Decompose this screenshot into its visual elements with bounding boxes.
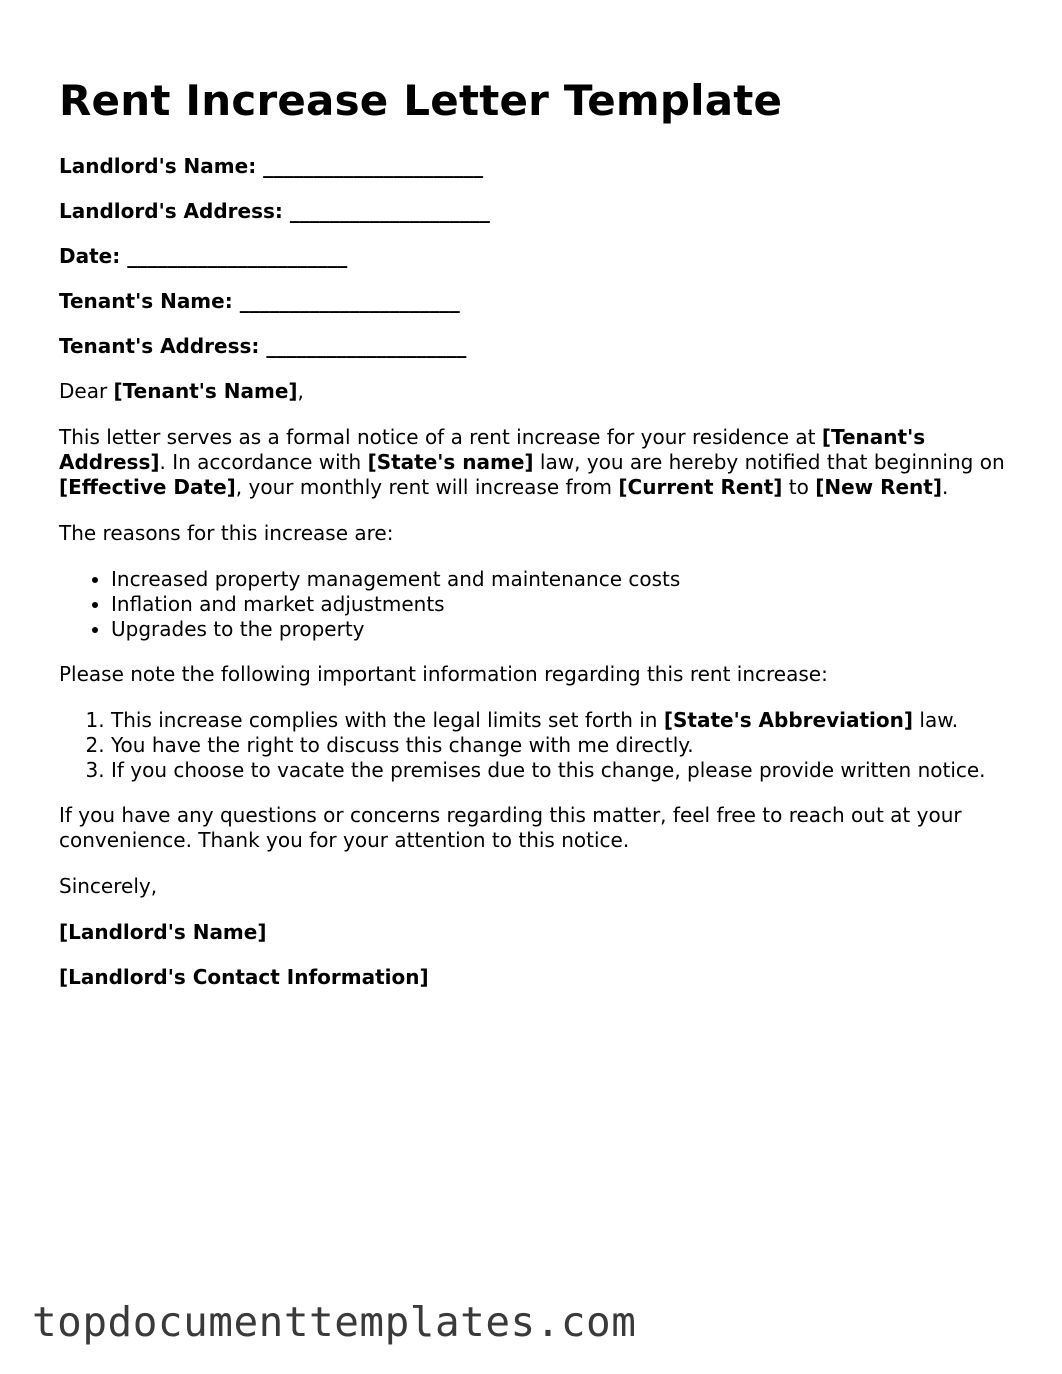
placeholder-state-abbreviation: [State's Abbreviation] <box>663 708 914 732</box>
field-blank: ______________________ <box>127 244 348 268</box>
intro-text: . <box>942 475 949 499</box>
tenant-address-field <box>59 334 1019 359</box>
placeholder-new-rent: [New Rent] <box>815 475 942 499</box>
list-item: • Inflation and market adjustments <box>111 592 1019 617</box>
field-blank: ____________________ <box>289 199 490 223</box>
intro-text: , your monthly rent will increase from <box>235 475 619 499</box>
notes-heading: Please note the following important information regarding this rent increase: <box>59 662 828 686</box>
placeholder-state-name: [State's name] <box>367 450 534 474</box>
placeholder-current-rent: [Current Rent] <box>618 475 783 499</box>
note-text: This increase complies with the legal limits set forth in <box>111 708 664 732</box>
list-item <box>111 708 1019 733</box>
tenant-name-field <box>59 289 1019 314</box>
field-label: Tenant's Name: <box>59 289 233 313</box>
field-label: Landlord's Name: <box>59 154 257 178</box>
closing-paragraph: If you have any questions or concerns regarding this matter, feel free to reach out at your convenience. Thank you for your attention to this notice. <box>59 803 962 852</box>
note-text: law. <box>913 708 959 732</box>
intro-text: This letter serves as a formal notice of a rent increase for your residence at <box>59 425 822 449</box>
field-blank: ____________________ <box>266 334 467 358</box>
greeting <box>59 379 1019 404</box>
letter-document <box>59 74 1019 1010</box>
list-item: • Upgrades to the property <box>111 617 1019 642</box>
greeting-suffix: , <box>297 379 304 403</box>
reasons-heading: The reasons for this increase are: <box>59 521 394 545</box>
reasons-list <box>59 567 1019 642</box>
sign-off: Sincerely, <box>59 874 158 898</box>
field-blank: ______________________ <box>263 154 484 178</box>
date-field <box>59 244 1019 269</box>
signature-name: [Landlord's Name] <box>59 920 267 944</box>
field-label: Landlord's Address: <box>59 199 283 223</box>
intro-text: . In accordance with <box>159 450 368 474</box>
notes-list <box>59 708 1019 783</box>
greeting-name: [Tenant's Name] <box>113 379 298 403</box>
intro-text: law, you are hereby notified that beginning on <box>533 450 1005 474</box>
field-label: Date: <box>59 244 121 268</box>
list-item: • Increased property management and maintenance costs <box>111 567 1019 592</box>
field-blank: ______________________ <box>239 289 460 313</box>
document-title: Rent Increase Letter Template <box>59 76 783 125</box>
greeting-prefix: Dear <box>59 379 114 403</box>
site-watermark: topdocumenttemplates.com <box>32 1298 637 1346</box>
landlord-address-field <box>59 199 1019 224</box>
intro-paragraph <box>59 425 1019 500</box>
placeholder-tenant-address: [Tenant's Address] <box>59 425 926 474</box>
landlord-name-field <box>59 154 1019 179</box>
placeholder-effective-date: [Effective Date] <box>59 475 236 499</box>
intro-text: to <box>782 475 816 499</box>
field-label: Tenant's Address: <box>59 334 260 358</box>
signature-contact: [Landlord's Contact Information] <box>59 965 429 989</box>
list-item: 2. You have the right to discuss this change with me directly. <box>111 733 1019 758</box>
list-item: 3. If you choose to vacate the premises due to this change, please provide written notice. <box>111 758 1019 783</box>
